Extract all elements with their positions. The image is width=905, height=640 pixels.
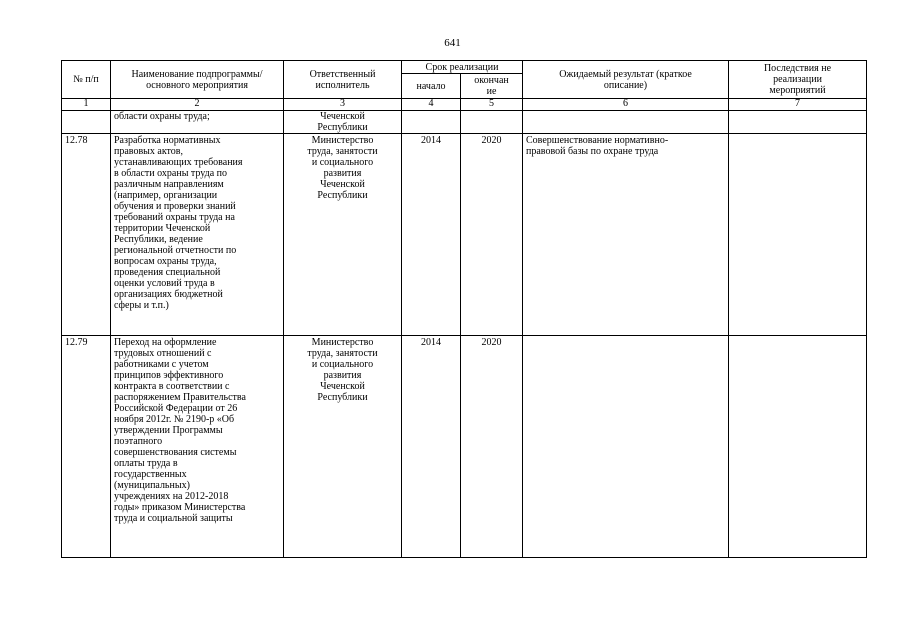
row-end: 2020 [461,336,523,558]
row-num: 12.78 [62,134,111,336]
column-number: 2 [111,99,284,111]
header-num: № п/п [62,61,111,99]
row-name: области охраны труда; [111,111,284,134]
row-start: 2014 [402,134,461,336]
header-result: Ожидаемый результат (краткое описание) [523,61,729,99]
table-row [62,134,867,336]
column-number: 4 [402,99,461,111]
row-executor: Министерство труда, занятости и социального развития Чеченской Республики [284,336,402,558]
row-start: 2014 [402,336,461,558]
page-number: 641 [444,37,461,49]
row-result [523,111,729,134]
column-number: 5 [461,99,523,111]
row-num: 12.79 [62,336,111,558]
row-consequences [729,111,867,134]
table-row [62,336,867,558]
row-num [62,111,111,134]
row-end [461,111,523,134]
table-row [62,111,867,134]
column-number: 6 [523,99,729,111]
column-number: 3 [284,99,402,111]
row-end: 2020 [461,134,523,336]
header-start: начало [402,74,461,99]
column-number-row [62,99,867,111]
row-start [402,111,461,134]
row-executor: Министерство труда, занятости и социального развития Чеченской Республики [284,134,402,336]
program-table [61,60,867,558]
row-executor: Чеченской Республики [284,111,402,134]
row-name: Разработка нормативных правовых актов, устанавливающих требования в области охраны труда по различным направлениям (например, организации обучения и проверки знаний требований охраны труда на территории Чеченской Республики, ведение региональной отчетности по вопросам охраны труда, проведения специальной оценки условий труда в организациях бюджетной сферы и т.п.) [111,134,284,336]
row-consequences [729,134,867,336]
row-consequences [729,336,867,558]
row-result: Совершенствование нормативно- правовой базы по охране труда [523,134,729,336]
header-name: Наименование подпрограммы/ основного мероприятия [111,61,284,99]
header-executor: Ответственный исполнитель [284,61,402,99]
column-number: 7 [729,99,867,111]
row-name: Переход на оформление трудовых отношений с работниками с учетом принципов эффективного контракта в соответствии с распоряжением Правительства Российской Федерации от 26 ноября 2012г. № 2190-р «Об утверждении Программы поэтапного совершенствования системы оплаты труда в государственных (муниципальных) учреждениях на 2012-2018 годы» приказом Министерства труда и социальной защиты [111,336,284,558]
row-result [523,336,729,558]
header-consequences: Последствия не реализации мероприятий [729,61,867,99]
column-number: 1 [62,99,111,111]
header-period: Срок реализации [402,61,523,74]
header-end: окончан ие [461,74,523,99]
